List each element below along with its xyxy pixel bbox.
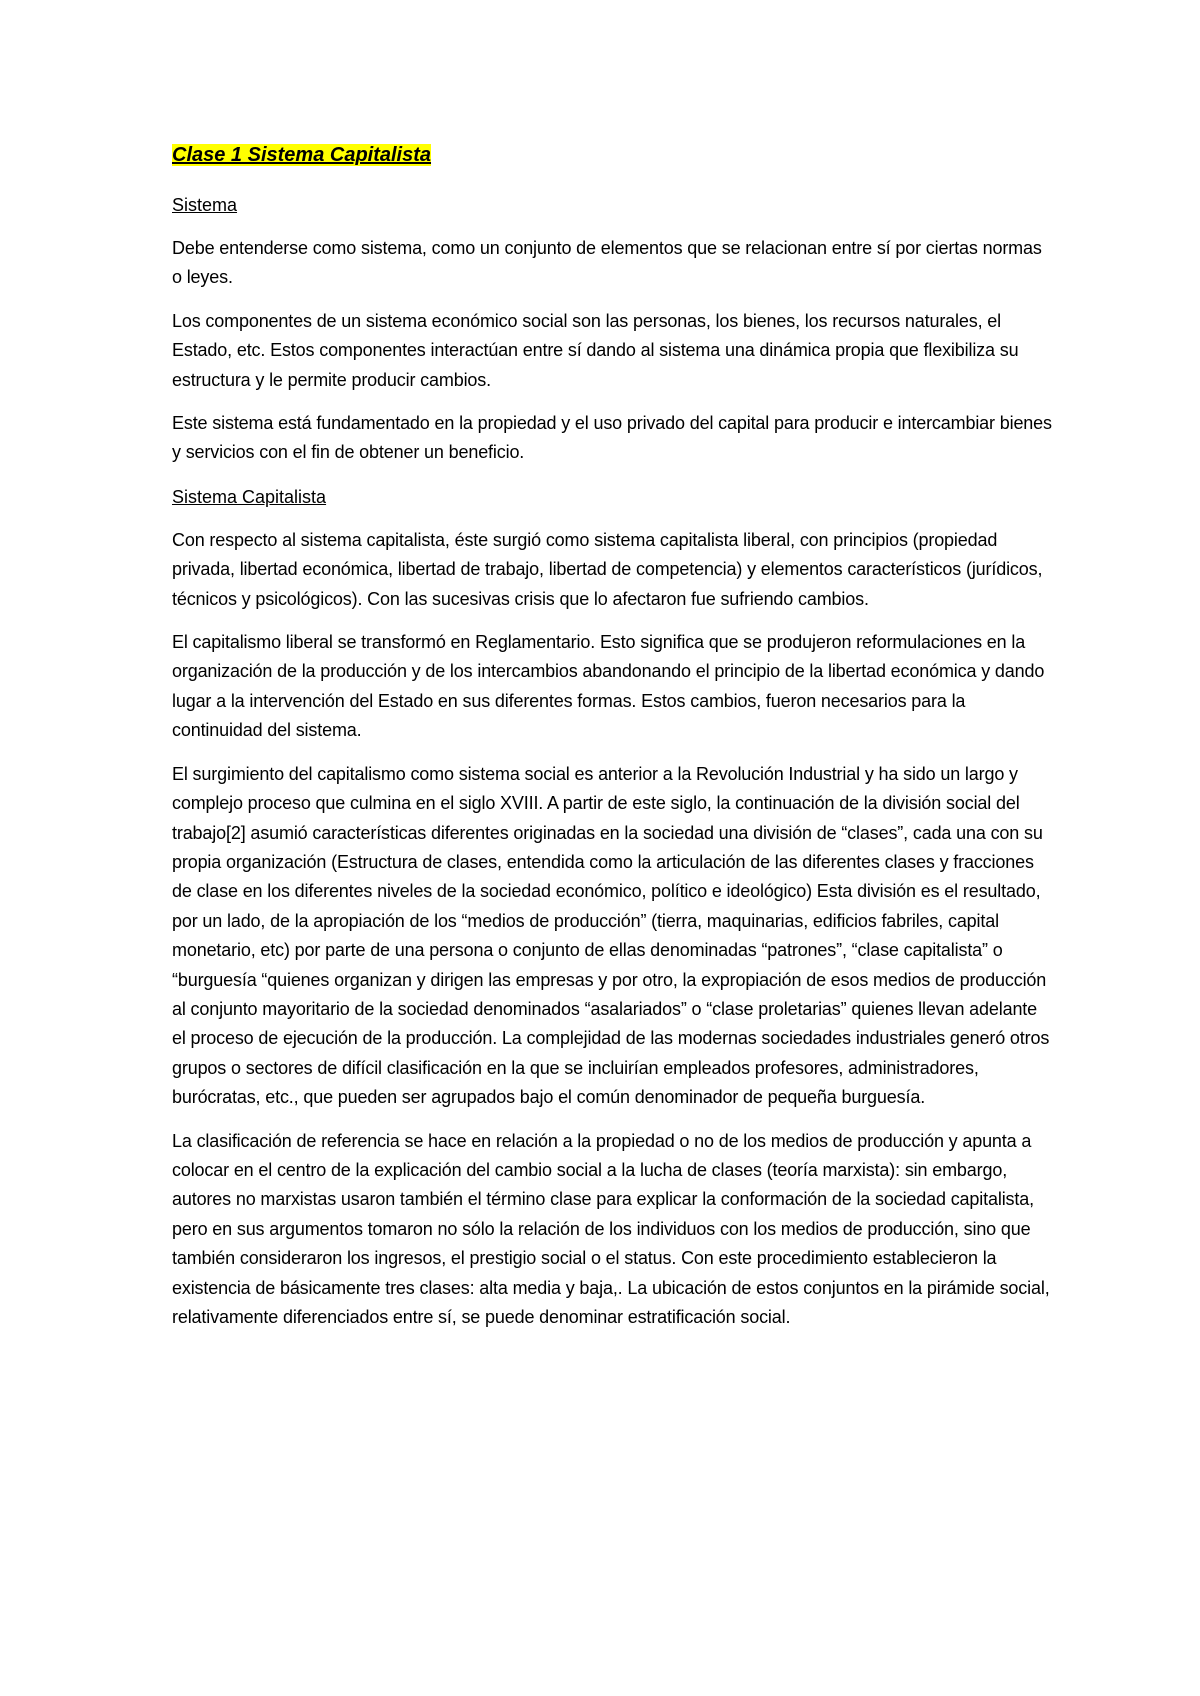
title-highlight: Clase 1 Sistema Capitalista — [172, 144, 432, 166]
paragraph: Debe entenderse como sistema, como un conjunto de elementos que se relacionan entre sí por ciertas normas o leyes. — [172, 238, 1042, 288]
section-heading-sistema-capitalista: Sistema Capitalista — [172, 486, 327, 507]
paragraph: Con respecto al sistema capitalista, éste surgió como sistema capitalista liberal, con principios (propiedad privada, libertad económica, libertad de trabajo, libertad de competencia) y elementos característicos (jurídicos, técnicos y psicológicos). Con las sucesivas crisis que lo afectaron fue sufriendo cambios. — [172, 529, 1043, 609]
paragraph: El capitalismo liberal se transformó en Reglamentario. Esto significa que se produjeron reformulaciones en la organización de la producción y de los intercambios abandonando el principio de la libertad económica y dando lugar a la intervención del Estado en sus diferentes formas. Estos cambios, fueron necesarios para la continuidad del sistema. — [172, 632, 1045, 741]
paragraph: El surgimiento del capitalismo como sistema social es anterior a la Revolución Industrial y ha sido un largo y complejo proceso que culmina en el siglo XVIII. A partir de este siglo, la continuación de la división social del trabajo[2] asumió características diferentes originadas en la sociedad una división de “clases”, cada una con su propia organización (Estructura de clases, entendida como la articulación de las diferentes clases y fracciones de clase en los diferentes niveles de la sociedad económico, político e ideológico) Esta división es el resultado, por un lado, de la apropiación de los “medios de producción” (tierra, maquinarias, edificios fabriles, capital monetario, etc) por parte de una persona o conjunto de ellas denominadas “patrones”, “clase capitalista” o “burguesía “quienes organizan y dirigen las empresas y por otro, la expropiación de esos medios de producción al conjunto mayoritario de la sociedad denominados “asalariados” o “clase proletarias” quienes llevan adelante el proceso de ejecución de la producción. La complejidad de las modernas sociedades industriales generó otros grupos o sectores de difícil clasificación en la que se incluirían empleados profesores, administradores, burócratas, etc., que pueden ser agrupados bajo el común denominador de pequeña burguesía. — [172, 763, 1050, 1108]
document-title — [172, 140, 1052, 170]
paragraph: Este sistema está fundamentado en la propiedad y el uso privado del capital para producir e intercambiar bienes y servicios con el fin de obtener un beneficio. — [172, 413, 1052, 463]
paragraph: Los componentes de un sistema económico social son las personas, los bienes, los recursos naturales, el Estado, etc. Estos componentes interactúan entre sí dando al sistema una dinámica propia que flexibiliza su estructura y le permite producir cambios. — [172, 310, 1019, 390]
paragraph: La clasificación de referencia se hace en relación a la propiedad o no de los medios de producción y apunta a colocar en el centro de la explicación del cambio social a la lucha de clases (teoría marxista): sin embargo, autores no marxistas usaron también el término clase para explicar la conformación de la sociedad capitalista, pero en sus argumentos tomaron no sólo la relación de los individuos con los medios de producción, sino que también consideraron los ingresos, el prestigio social o el status. Con este procedimiento establecieron la existencia de básicamente tres clases: alta media y baja,. La ubicación de estos conjuntos en la pirámide social, relativamente diferenciados entre sí, se puede denominar estratificación social. — [172, 1130, 1050, 1327]
document-page — [172, 140, 1052, 1346]
section-heading-sistema: Sistema — [172, 195, 238, 215]
